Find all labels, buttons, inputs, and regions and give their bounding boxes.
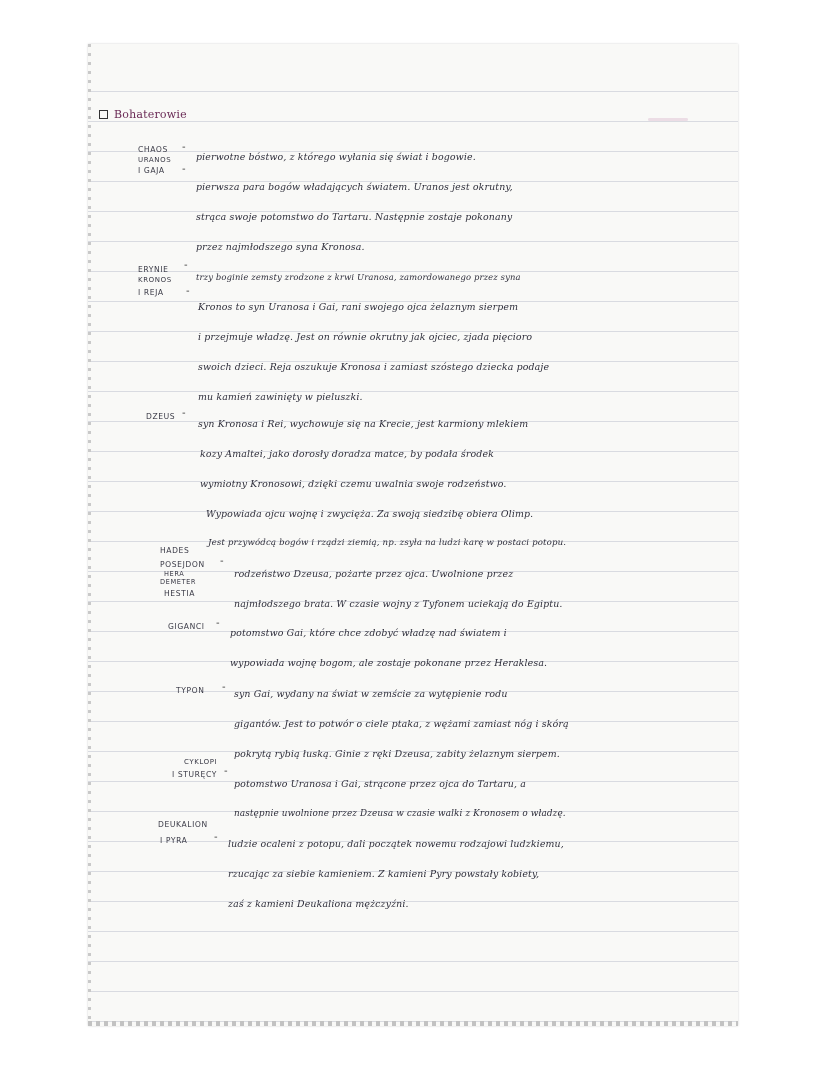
entry-label: I PYRA (160, 836, 188, 845)
heading-text: Bohaterowie (114, 108, 187, 121)
entry-line: strąca swoje potomstwo do Tartaru. Następnie zostaje pokonany (196, 212, 513, 223)
entry-label: KRONOS (138, 276, 172, 284)
dash: - (186, 286, 190, 297)
entry-label: URANOS (138, 156, 172, 164)
entry-line: przez najmłodszego syna Kronosa. (196, 242, 365, 253)
entry-label: I GAJA (138, 166, 165, 175)
entry-label: HADES (160, 546, 190, 555)
entry-line: swoich dzieci. Reja oszukuje Kronosa i zamiast szóstego dziecka podaje (198, 362, 550, 373)
entry-line: rzucając za siebie kamieniem. Z kamieni Pyry powstały kobiety, (228, 869, 540, 880)
checkbox-icon (99, 110, 108, 119)
entry-label: HERA (164, 570, 185, 578)
dash: - (184, 260, 188, 271)
entry-line: zaś z kamieni Deukaliona mężczyźni. (228, 899, 409, 910)
notebook-page (88, 44, 738, 1026)
entry-label: DZEUS (146, 412, 176, 421)
faint-mark (648, 118, 688, 121)
entry-line: kozy Amaltei, jako dorosły doradza matce, by podała środek (200, 449, 494, 460)
dash: - (224, 766, 228, 777)
dash: - (182, 142, 186, 153)
entry-line: wypowiada wojnę bogom, ale zostaje pokonane przez Heraklesa. (230, 658, 548, 669)
entry-label: GIGANCI (168, 622, 205, 631)
entry-line: trzy boginie zemsty zrodzone z krwi Uranosa, zamordowanego przez syna (196, 272, 521, 282)
entry-line: wymiotny Kronosowi, dzięki czemu uwalnia swoje rodzeństwo. (200, 479, 507, 490)
entry-label: I STURĘCY (172, 770, 217, 779)
dash: - (182, 164, 186, 175)
entry-line: ludzie ocaleni z potopu, dali początek nowemu rodzajowi ludzkiemu, (228, 839, 564, 850)
entry-line: pierwotne bóstwo, z którego wyłania się świat i bogowie. (196, 152, 476, 163)
entry-line: Wypowiada ojcu wojnę i zwycięża. Za swoją siedzibę obiera Olimp. (206, 509, 534, 520)
dash: - (220, 556, 224, 567)
entry-line: pokrytą rybią łuską. Ginie z ręki Dzeusa, zabity żelaznym sierpem. (234, 749, 560, 760)
entry-line: gigantów. Jest to potwór o ciele ptaka, z wężami zamiast nóg i skórą (234, 719, 569, 730)
dash: - (222, 682, 226, 693)
entry-line: rodzeństwo Dzeusa, pożarte przez ojca. Uwolnione przez (234, 569, 514, 580)
entry-label: HESTIA (164, 589, 196, 598)
dash: - (182, 408, 186, 419)
entry-line: następnie uwolnione przez Dzeusa w czasie walki z Kronosem o władzę. (234, 809, 566, 819)
entry-line: mu kamień zawinięty w pieluszki. (198, 392, 363, 403)
entry-line: potomstwo Uranosa i Gai, strącone przez ojca do Tartaru, a (234, 779, 526, 790)
entry-label: TYPON (176, 686, 205, 695)
entry-line: pierwsza para bogów władających światem. Uranos jest okrutny, (196, 182, 513, 193)
entry-label: POSEJDON (160, 560, 205, 569)
entry-line: Jest przywódcą bogów i rządzi ziemią, np. zsyła na ludzi karę w postaci potopu. (208, 538, 567, 548)
entry-line: potomstwo Gai, które chce zdobyć władzę nad światem i (230, 628, 507, 639)
dash: - (214, 832, 218, 843)
entry-label: CHAOS (138, 145, 168, 154)
entry-label: CYKLOPI (184, 758, 218, 766)
dash: - (216, 618, 220, 629)
entry-label: DEMETER (160, 578, 197, 586)
entry-line: syn Gai, wydany na świat w zemście za wytępienie rodu (234, 689, 508, 700)
entry-label: ERYNIE (138, 265, 169, 274)
entry-label: I REJA (138, 288, 164, 297)
section-heading (99, 108, 187, 121)
entry-label: DEUKALION (158, 820, 208, 829)
entry-line: syn Kronosa i Rei, wychowuje się na Krecie, jest karmiony mlekiem (198, 419, 529, 430)
entry-line: i przejmuje władzę. Jest on równie okrutny jak ojciec, zjada pięcioro (198, 332, 533, 343)
entry-line: Kronos to syn Uranosa i Gai, rani swojego ojca żelaznym sierpem (198, 302, 519, 313)
entry-line: najmłodszego brata. W czasie wojny z Tyfonem uciekają do Egiptu. (234, 599, 563, 610)
